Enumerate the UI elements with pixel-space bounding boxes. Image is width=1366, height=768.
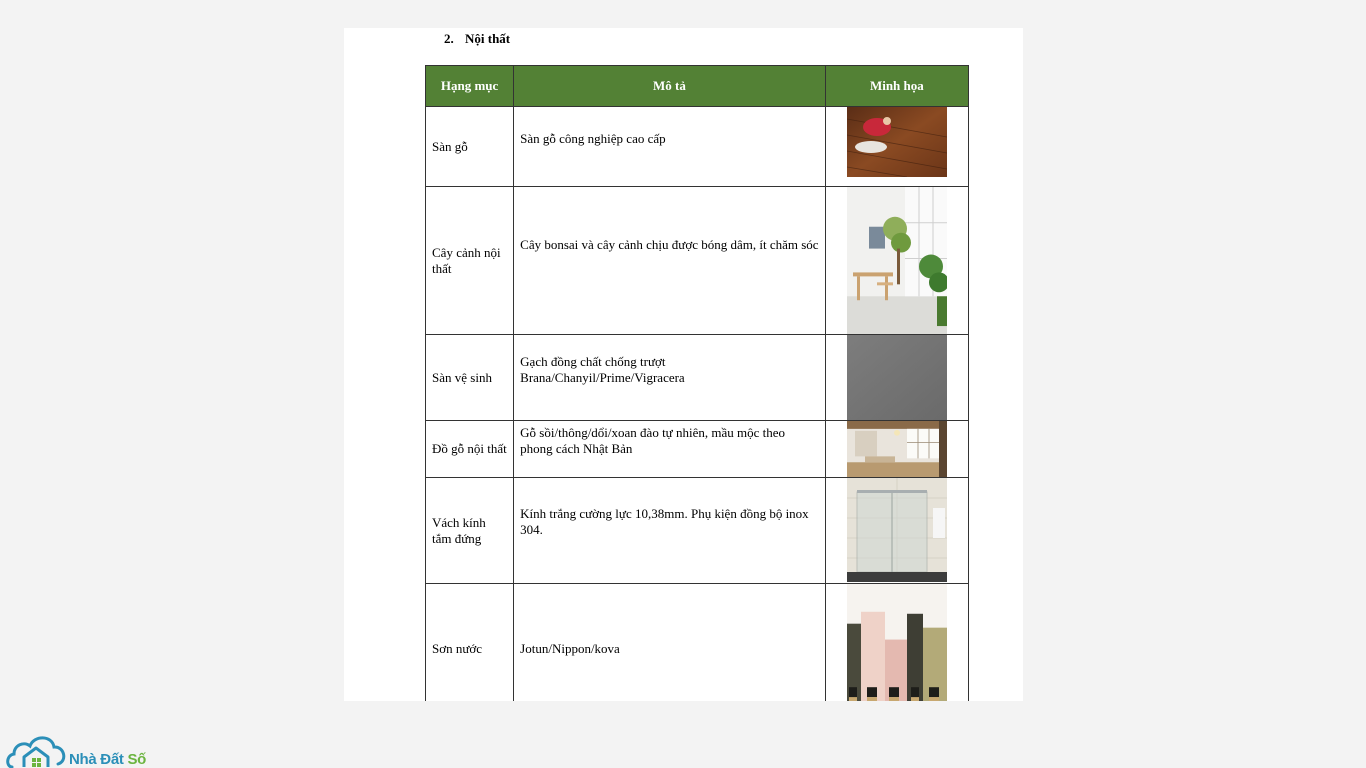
paint-swatches-photo: [847, 584, 947, 701]
glass-shower-photo: [847, 478, 947, 582]
row-category: Vách kính tắm đứng: [426, 478, 514, 584]
row-description: [514, 584, 826, 702]
document-page: [344, 28, 1023, 701]
row-description-text: Gỗ sồi/thông/dổi/xoan đào tự nhiên, mầu mộc theo phong cách Nhật Bản: [520, 425, 785, 456]
row-description: [514, 187, 826, 335]
interior-table: [425, 65, 969, 701]
row-description-text: Jotun/Nippon/kova: [520, 641, 620, 656]
japanese-room-photo: [847, 421, 947, 477]
section-heading: [444, 31, 510, 47]
header-category: Hạng mục: [426, 66, 514, 107]
row-illustration: [825, 584, 968, 702]
logo-text-accent: Số: [127, 751, 147, 768]
table-row: [426, 478, 969, 584]
table-row: [426, 187, 969, 335]
logo-text: [69, 751, 146, 768]
row-illustration: [825, 107, 968, 187]
row-category: Đồ gỗ nội thất: [426, 421, 514, 478]
wood-floor-photo: [847, 107, 947, 177]
row-category: Sàn gỗ: [426, 107, 514, 187]
cloud-house-icon: [6, 733, 68, 768]
row-description-text: Cây bonsai và cây cảnh chịu được bóng dâm, ít chăm sóc: [520, 237, 819, 252]
row-description-text: Gạch đồng chất chống trượt Brana/Chanyil/Prime/Vigracera: [520, 354, 685, 385]
row-category: Sàn vệ sinh: [426, 335, 514, 421]
table-row: [426, 107, 969, 187]
table-row: [426, 584, 969, 702]
table-header-row: [426, 66, 969, 107]
row-category: Sơn nước: [426, 584, 514, 702]
section-number: 2.: [444, 31, 454, 46]
header-illustration: Minh họa: [825, 66, 968, 107]
row-category: Cây cảnh nội thất: [426, 187, 514, 335]
indoor-plants-photo: [847, 187, 947, 334]
logo-text-main: Nhà Đất: [69, 751, 124, 768]
table-row: [426, 421, 969, 478]
section-title: Nội thất: [465, 31, 511, 46]
row-illustration: [825, 421, 968, 478]
row-description-text: Kính trắng cường lực 10,38mm. Phụ kiện đồng bộ inox 304.: [520, 506, 809, 537]
row-description-text: Sàn gỗ công nghiệp cao cấp: [520, 131, 666, 146]
grey-tile-photo: [847, 335, 947, 420]
row-description: [514, 335, 826, 421]
row-description: [514, 478, 826, 584]
table-row: [426, 335, 969, 421]
row-description: [514, 107, 826, 187]
row-illustration: [825, 335, 968, 421]
nha-dat-so-logo[interactable]: [6, 733, 156, 768]
row-illustration: [825, 478, 968, 584]
header-description: Mô tả: [514, 66, 826, 107]
row-description: [514, 421, 826, 478]
row-illustration: [825, 187, 968, 335]
